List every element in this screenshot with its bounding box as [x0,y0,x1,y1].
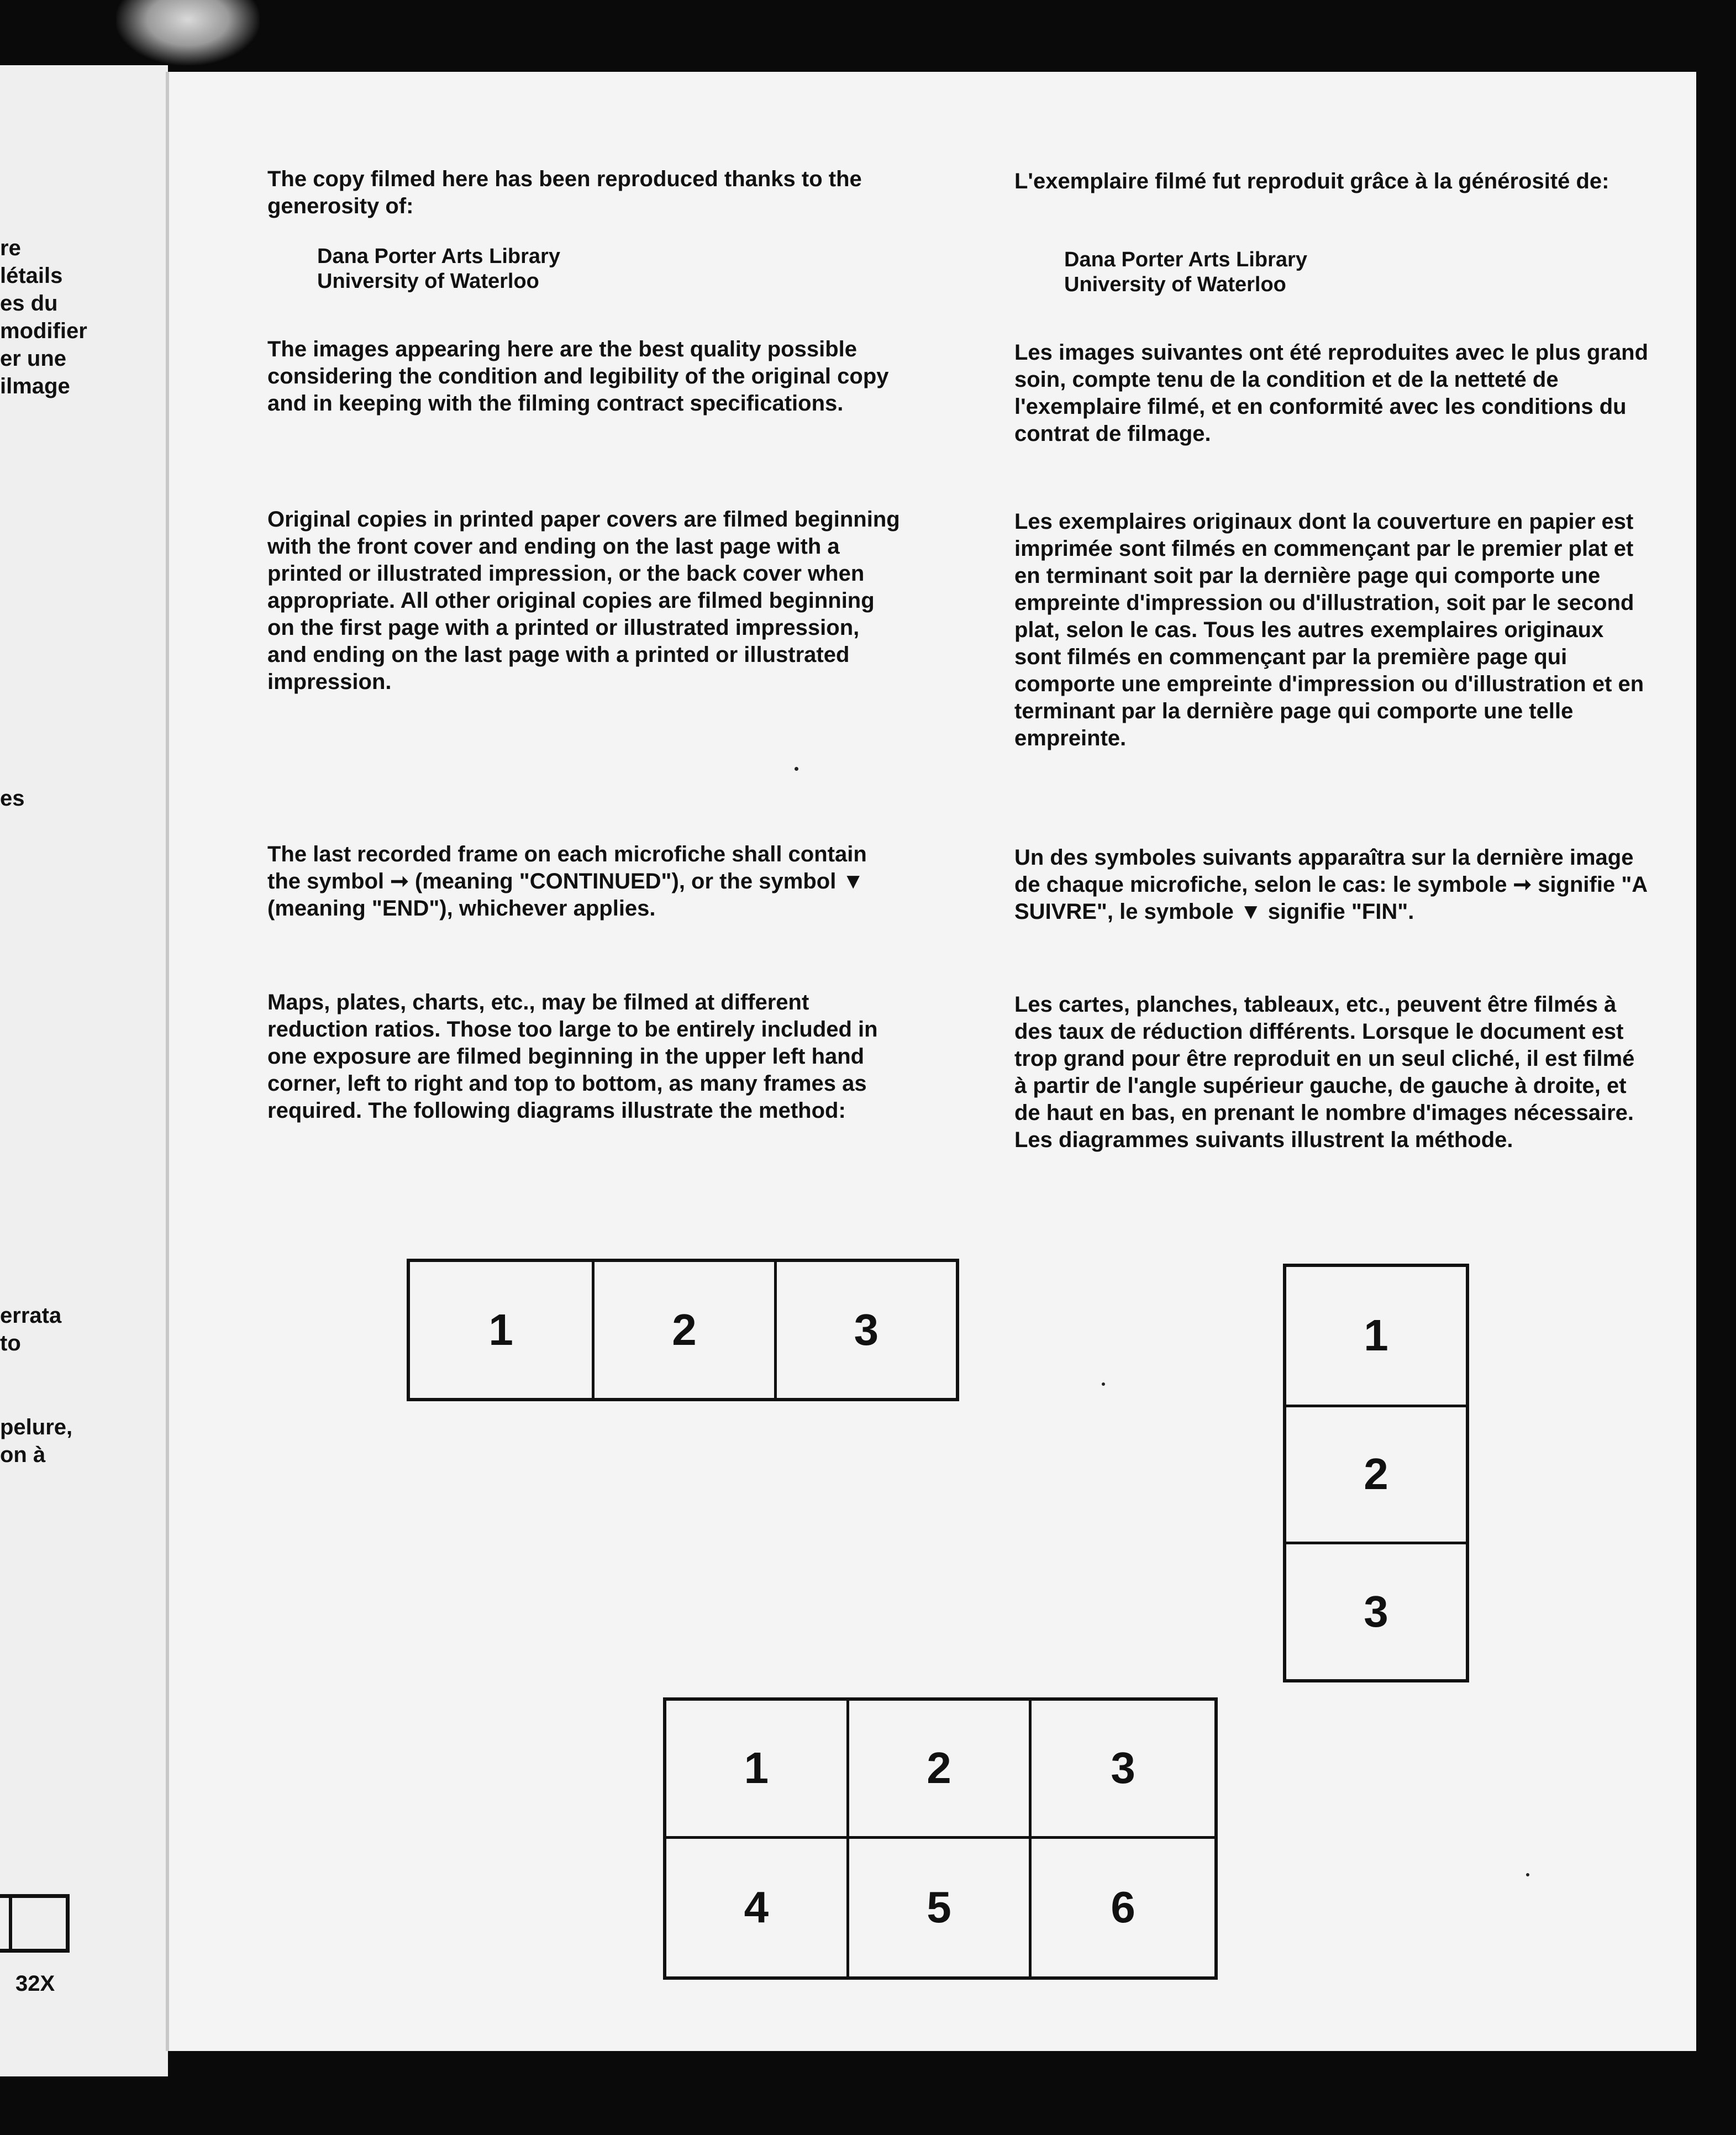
frame-cell: 2 [592,1262,774,1398]
english-filming-order: Original copies in printed paper covers are filmed beginning with the front cover and ending on the last page with a printed or illustrated impression, or the back cover when appropriate. All other original copies are filmed beginning on the first page with a printed or illustrated impression, and ending on the last page with a printed or illustrated impression. [267,507,900,694]
frame-cell: 2 [849,1701,1032,1839]
fragment-line: modifier [0,319,87,343]
grid-frame-diagram [663,1697,1218,1980]
french-library-credit [1064,248,1307,297]
dust-speck [1526,1873,1529,1876]
frame-cell: 3 [1032,1701,1214,1839]
frame-cell: 1 [488,1305,513,1354]
english-reduction-note: Maps, plates, charts, etc., may be filmed at different reduction ratios. Those too large to be entirely included in one exposure are filmed beginning in the upper left hand corner, left to right and top to bottom, as many frames as required. The following diagrams illustrate the method: [267,990,878,1123]
frame-cell: 4 [666,1839,849,1977]
frame-cell: 3 [774,1262,956,1398]
french-quality-note: Les images suivantes ont été reproduites avec le plus grand soin, compte tenu de la condition et de la netteté de l'exemplaire filmé, et en conformité avec les conditions du contrat de filmage. [1014,340,1649,446]
horizontal-frame-diagram [407,1259,959,1401]
english-quality-note: The images appearing here are the best quality possible considering the condition and legibility of the original copy and in keeping with the filming contract specifications. [267,337,889,416]
dust-speck [1102,1382,1105,1386]
fragment-line: on à [0,1443,46,1467]
film-stain [116,0,260,65]
vertical-frame-diagram [1283,1264,1469,1682]
resolution-target-fragment [0,1894,70,1953]
fragment-line: to [0,1331,21,1355]
library-institution: University of Waterloo [317,270,539,293]
fragment-line: es du [0,291,58,315]
english-library-credit [317,244,560,294]
frame-cell: 2 [1286,1405,1466,1542]
fragment-line: er une [0,346,67,371]
library-name: Dana Porter Arts Library [317,245,560,268]
left-page-fragment [0,65,168,2076]
english-symbol-note: The last recorded frame on each microfiche shall contain the symbol ➞ (meaning "CONTINUED"), or the symbol ▼ (meaning "END"), whichever applies. [267,842,867,921]
left-page-text [0,65,168,2076]
frame-cell: 6 [1111,1882,1135,1932]
french-filming-order: Les exemplaires originaux dont la couverture en papier est imprimée sont filmés en commençant par le premier plat et en terminant soit par la dernière page qui comporte une empreinte d'impression ou d'illustration, soit par le second plat, selon le cas. Tous les autres exemplaires originaux sont filmés en commençant par la première page qui comporte une empreinte d'impression ou d'illustration et en terminant par la dernière page qui comporte une telle empreinte. [1014,509,1644,750]
fragment-line: ilmage [0,374,70,398]
french-acknowledgement: L'exemplaire filmé fut reproduit grâce à la générosité de: [1014,169,1609,193]
library-institution: University of Waterloo [1064,273,1286,296]
french-symbol-note: Un des symboles suivants apparaîtra sur la dernière image de chaque microfiche, selon le cas: le symbole ➞ signifie "A SUIVRE", le symbole ▼ signifie "FIN". [1014,845,1647,924]
library-name: Dana Porter Arts Library [1064,248,1307,271]
french-reduction-note: Les cartes, planches, tableaux, etc., peuvent être filmés à des taux de réduction différents. Lorsque le document est trop grand pour être reproduit en un seul cliché, il est filmé à partir de l'angle supérieur gauche, de gauche à droite, et de haut en bas, en prenant le nombre d'images nécessaire. Les diagrammes suivants illustrent la méthode. [1014,992,1635,1152]
frame-cell: 3 [1286,1542,1466,1679]
microfiche-notice-page [166,72,1696,2051]
fragment-line: létails [0,264,63,288]
frame-cell: 1 [1364,1311,1388,1360]
fragment-line: es [0,786,25,811]
fragment-line: re [0,236,21,260]
english-acknowledgement: The copy filmed here has been reproduced thanks to the generosity of: [267,167,862,218]
reduction-scale-label: 32X [15,1971,55,1996]
dust-speck [795,767,798,771]
frame-cell: 5 [849,1839,1032,1977]
fragment-line: errata [0,1303,62,1328]
fragment-line: pelure, [0,1415,73,1439]
frame-cell: 1 [666,1701,849,1839]
